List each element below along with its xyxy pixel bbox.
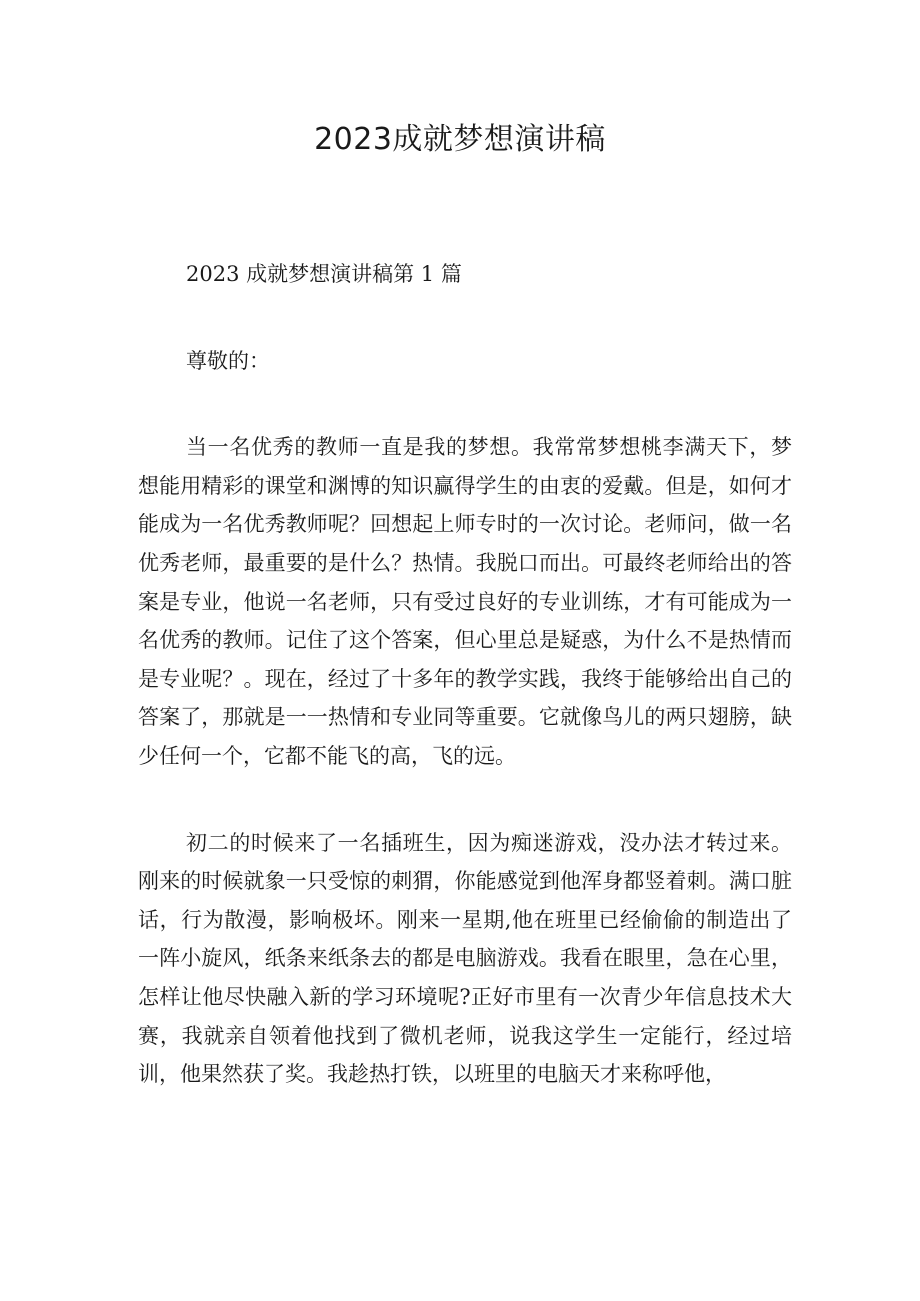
document-title: 2023成就梦想演讲稿 xyxy=(314,122,606,157)
paragraph-1: 当一名优秀的教师一直是我的梦想。我常常梦想桃李满天下，梦想能用精彩的课堂和渊博的知识赢得学生的由衷的爱戴。但是，如何才能成为一名优秀教师呢？回想起上师专时的一次讨论。老师问，做一名优秀老师，最重要的是什么？热情。我脱口而出。可最终老师给出的答案是专业，他说一名老师，只有受过良好的专业训练，才有可能成为一名优秀的教师。记住了这个答案，但心里总是疑惑，为什么不是热情而是专业呢？。现在，经过了十多年的教学实践，我终于能够给出自己的答案了，那就是一一热情和专业同等重要。它就像鸟儿的两只翅膀，缺少任何一个，它都不能飞的高，飞的远。 xyxy=(138,435,792,768)
document-body xyxy=(138,255,792,1094)
salutation: 尊敬的： xyxy=(186,348,270,373)
paragraph-2: 初二的时候来了一名插班生，因为痴迷游戏，没办法才转过来。刚来的时候就象一只受惊的刺猬，你能感觉到他浑身都竖着刺。满口脏话，行为散漫，影响极坏。刚来一星期,他在班里已经偷偷的制造出了一阵小旋风，纸条来纸条去的都是电脑游戏。我看在眼里，急在心里，怎样让他尽快融入新的学习环境呢?正好市里有一次青少年信息技术大赛，我就亲自领着他找到了微机老师，说我这学生一定能行，经过培训，他果然获了奖。我趁热打铁，以班里的电脑天才来称呼他， xyxy=(138,830,792,1087)
section-heading: 2023 成就梦想演讲稿第 1 篇 xyxy=(186,262,462,286)
